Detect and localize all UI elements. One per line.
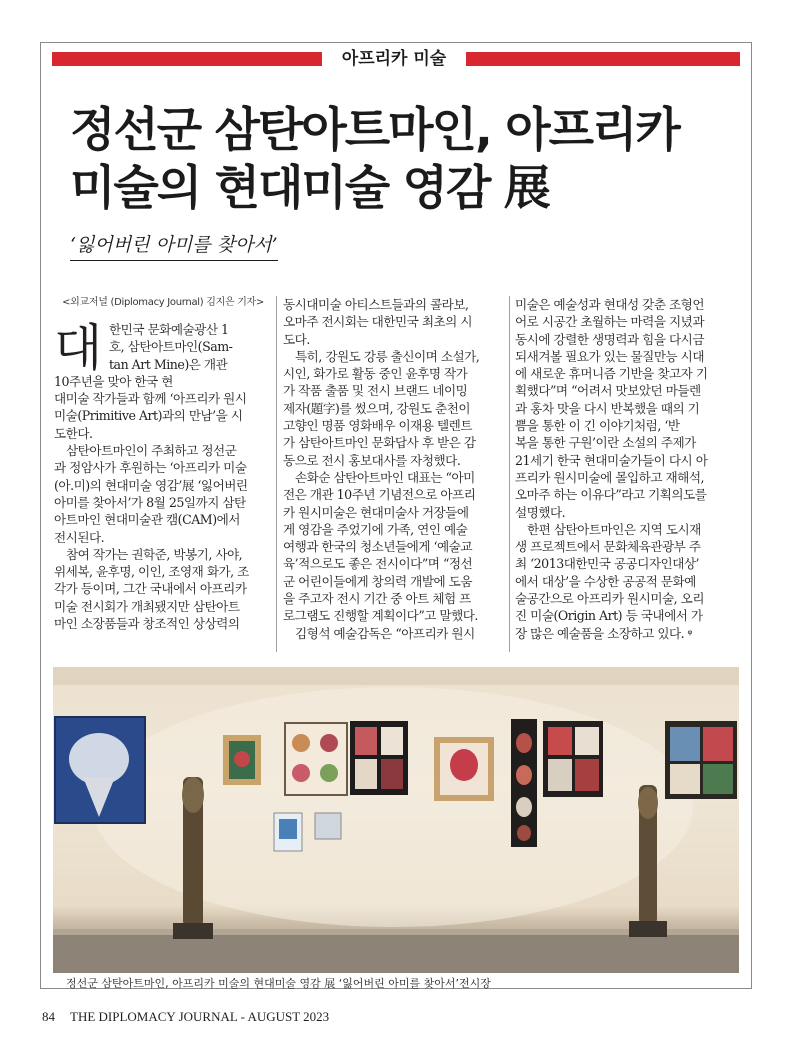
text-line: 특히, 강원도 강릉 출신이며 소설가, xyxy=(295,348,480,364)
text-line: 아트마인 현대미술관 캠(CAM)에서 xyxy=(54,512,240,528)
column-2-text xyxy=(283,296,503,642)
text-line: 에서 대상’을 수상한 공공적 문화예 xyxy=(515,573,696,589)
column-rule xyxy=(509,296,510,652)
text-line: 로그램도 진행할 계획이다”고 말했다. xyxy=(283,608,478,624)
text-line: 김형석 예술감독은 “아프리카 원시 xyxy=(295,625,475,641)
text-line: 술공간으로 아프리카 원시미술, 오리 xyxy=(515,591,704,607)
exhibition-photo-illustration xyxy=(53,667,739,973)
text-line: 가 삼탄아트마인 문화답사 후 받은 감 xyxy=(283,435,476,451)
text-line: 동으로 전시 홍보대사를 자청했다. xyxy=(283,452,461,468)
footer-publication: THE DIPLOMACY JOURNAL - AUGUST 2023 xyxy=(70,1009,330,1024)
column-1-text xyxy=(54,373,268,632)
headline-line-1: 정선군 삼탄아트마인, 아프리카 xyxy=(70,103,679,158)
text-line: (아.미)의 현대미술 영감’展 ‘잃어버린 xyxy=(54,477,248,493)
text-line: 과 홍차 맛을 다시 반복했을 때의 기 xyxy=(515,400,700,416)
text-line: 카 원시미술은 현대미술사 거장들에 xyxy=(283,504,469,520)
text-line: 도다. xyxy=(283,331,310,347)
text-line: 복을 통한 구원’이란 소설의 주제가 xyxy=(515,435,696,451)
headline-line-2: 미술의 현대미술 영감 展 xyxy=(70,161,549,216)
text-line: 삼탄아트마인이 주최하고 정선군 xyxy=(66,443,237,459)
text-line: 동시에 강렬한 생명력과 힘을 다시금 xyxy=(515,331,704,347)
text-line: 고향인 명품 영화배우 이재용 텔렌트 xyxy=(283,418,472,434)
text-line: 손화순 삼탄아트마인 대표는 “아미 xyxy=(295,469,475,485)
text-line: 미술(Primitive Art)과의 만남’을 시 xyxy=(54,408,243,424)
section-label: 아프리카 미술 xyxy=(322,44,466,74)
text-line: 육’적으로도 좋은 전시이다”며 “정선 xyxy=(283,556,473,572)
text-line: 호, 삼탄아트마인(Sam- xyxy=(109,339,233,355)
text-line: 게 영감을 주었기에 가족, 연인 예술 xyxy=(283,521,468,537)
text-line: 제자(題字)를 썼으며, 강원도 춘천이 xyxy=(283,400,471,416)
text-line: 프리카 원시미술에 몰입하고 재해석, xyxy=(515,469,704,485)
text-line: 쁨을 통한 이 긴 이야기처럼, ‘반 xyxy=(515,418,680,434)
text-line: 참여 작가는 권학준, 박봉기, 사야, xyxy=(66,546,243,562)
article-column-2 xyxy=(283,296,503,656)
text-line: 에 새로운 휴머니즘 기반을 찾고자 기 xyxy=(515,366,708,382)
column-3-text xyxy=(515,296,737,643)
text-line: 되새겨볼 필요가 있는 물질만능 시대 xyxy=(515,348,704,364)
text-line: tan Art Mine)은 개관 xyxy=(109,356,228,372)
text-line: 대미술 작가들과 함께 ‘아프리카 원시 xyxy=(54,391,247,407)
text-line: 한편 삼탄아트마인은 지역 도시재 xyxy=(527,521,701,537)
column-rule xyxy=(276,296,277,652)
text-line: 어로 시공간 초월하는 마력을 지녔과 xyxy=(515,314,704,330)
byline: <외교저널 (Diplomacy Journal) 김지은 기자> xyxy=(62,297,264,308)
text-line: 위세복, 윤후명, 이인, 조영재 화가, 조 xyxy=(54,564,249,580)
text-line: 전은 개관 10주년 기념전으로 아프리 xyxy=(283,487,476,503)
article-column-1 xyxy=(54,296,268,656)
text-line: 미술 전시회가 개최됐지만 삼탄아트 xyxy=(54,598,240,614)
dropcap: 대 xyxy=(54,319,102,377)
text-line: 10주년을 맞아 한국 현 xyxy=(54,373,173,389)
text-line: 오마주 전시회는 대한민국 최초의 시 xyxy=(283,314,472,330)
text-line: 생 프로젝트에서 문화체육관광부 주 xyxy=(515,539,701,555)
text-line: 여행과 한국의 청소년들에게 ‘예술교 xyxy=(283,539,472,555)
subtitle: ‘잃어버린 아미를 찾아서’ xyxy=(70,232,278,261)
text-line: 동시대미술 아티스트들과의 콜라보, xyxy=(283,297,469,312)
page-number: 84 xyxy=(42,1009,55,1024)
text-line: 진 미술(Origin Art) 등 국내에서 가 xyxy=(515,608,703,624)
headline xyxy=(70,102,730,218)
text-line: 각가 등이며, 그간 국내에서 아프리카 xyxy=(54,581,247,597)
text-line: 전시된다. xyxy=(54,529,105,545)
text-line: 을 주고자 전시 기간 중 아트 체험 프 xyxy=(283,591,471,607)
text-line: 도한다. xyxy=(54,425,93,441)
text-line: 가 작품 출품 및 전시 브랜드 네이밍 xyxy=(283,383,468,399)
page-footer xyxy=(42,1009,329,1025)
text-line: 아미를 찾아서’가 8월 25일까지 삼탄 xyxy=(54,494,246,510)
text-line: 한민국 문화예술광산 1 xyxy=(109,322,229,337)
text-line: 군 어린이들에게 창의력 개발에 도움 xyxy=(283,573,472,589)
text-line: 과 정암사가 후원하는 ‘아프리카 미술 xyxy=(54,460,247,476)
exhibition-photo xyxy=(53,667,739,973)
text-line: 미술은 예술성과 현대성 갖춘 조형언 xyxy=(515,297,704,312)
text-line: 설명했다. xyxy=(515,504,566,520)
photo-caption: 정선군 삼탄아트마인, 아프리카 미술의 현대미술 영감 展 ‘잃어버린 아미를 찾아서’전시장 xyxy=(66,977,491,990)
text-line: 21세기 한국 현대미술가들이 다시 아 xyxy=(515,452,708,468)
text-line: 최 ‘2013대한민국 공공디자인대상’ xyxy=(515,556,700,572)
article-column-3 xyxy=(515,296,737,656)
text-line: 장 많은 예술품을 소장하고 있다. ᵠ xyxy=(515,625,692,641)
dropcap-block xyxy=(54,319,268,377)
text-line: 획했다”며 “어려서 맛보았던 마들렌 xyxy=(515,383,701,399)
text-line: 오마주 하는 이유다”라고 기획의도를 xyxy=(515,487,707,503)
article-end-mark: ᵠ xyxy=(684,626,692,641)
text-line: 마인 소장품들과 창조적인 상상력의 xyxy=(54,616,240,632)
text-line: 시인, 화가로 활동 중인 윤후명 작가 xyxy=(283,366,468,382)
